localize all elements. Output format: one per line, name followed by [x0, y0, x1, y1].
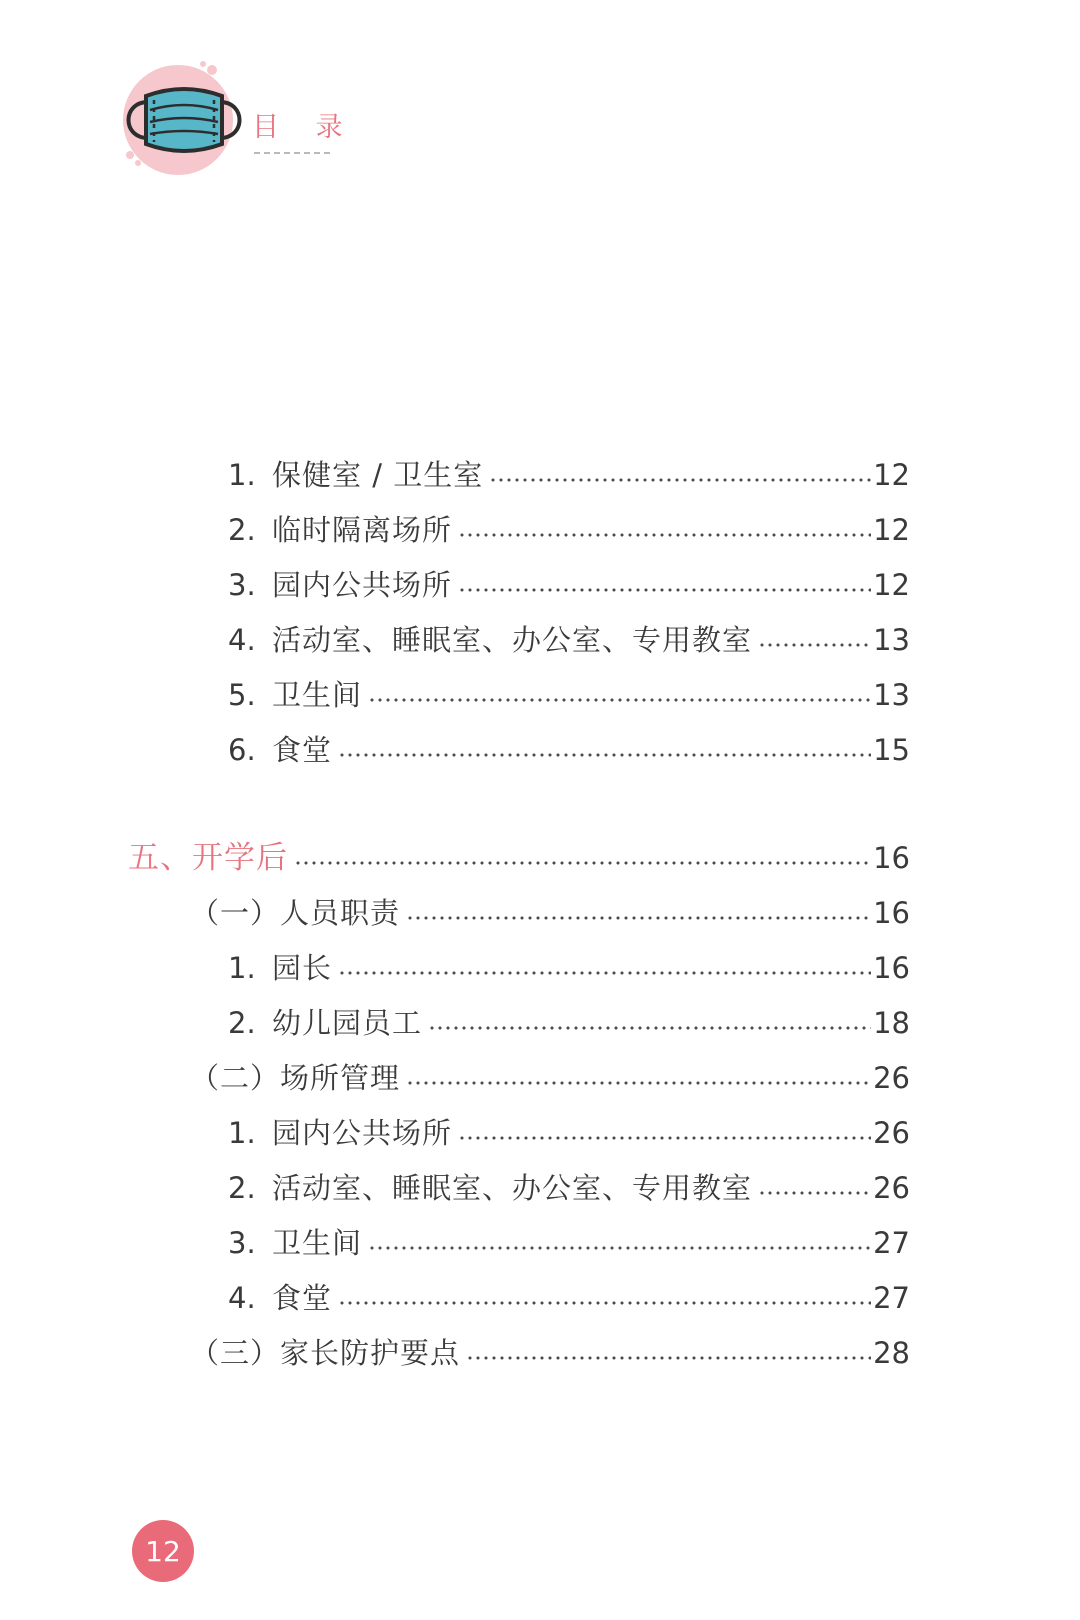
- toc-dot-leader: [368, 696, 871, 704]
- toc-entry-page: 16: [873, 951, 910, 985]
- toc-entry-page: 26: [873, 1061, 910, 1095]
- toc-entry[interactable]: [228, 1003, 910, 1043]
- toc-entry-page: 12: [873, 568, 910, 602]
- toc-entry[interactable]: [190, 1333, 910, 1373]
- toc-entry[interactable]: [190, 893, 910, 933]
- toc-entry-page: 16: [873, 896, 910, 930]
- toc-dot-leader: [489, 476, 871, 484]
- toc-entry-page: 18: [873, 1006, 910, 1040]
- toc-entry[interactable]: [228, 675, 910, 715]
- toc-entry[interactable]: [228, 455, 910, 495]
- toc-entry-number: 3.: [228, 568, 256, 602]
- toc-entry[interactable]: [128, 838, 910, 878]
- toc-entry-number: 4.: [228, 1281, 256, 1315]
- toc-entry[interactable]: [228, 620, 910, 660]
- toc-entry-number: 2.: [228, 1006, 256, 1040]
- toc-entry-page: 16: [873, 841, 910, 875]
- toc-entry-label: 卫生间: [272, 678, 363, 712]
- page-title: 目 录: [252, 112, 357, 143]
- toc-entry-page: 12: [873, 458, 910, 492]
- toc-entry[interactable]: [228, 1223, 910, 1263]
- toc-entry[interactable]: [190, 1058, 910, 1098]
- toc-entry-number: 4.: [228, 623, 256, 657]
- toc-entry[interactable]: [228, 948, 910, 988]
- toc-entry[interactable]: [228, 565, 910, 605]
- toc-dot-leader: [458, 531, 871, 539]
- toc-entry-label: 保健室 / 卫生室: [272, 458, 484, 492]
- toc-entry-label: （一）人员职责: [190, 896, 401, 930]
- toc-entry-label: 五、开学后: [128, 840, 288, 876]
- toc-dot-leader: [368, 1244, 871, 1252]
- toc-entry-page: 27: [873, 1226, 910, 1260]
- toc-entry-page: 26: [873, 1116, 910, 1150]
- toc-entry-label: 园长: [272, 951, 333, 985]
- toc-entry-label: 活动室、睡眠室、办公室、专用教室: [272, 623, 753, 657]
- toc-entry-label: 园内公共场所: [272, 568, 453, 602]
- toc-entry-number: 6.: [228, 733, 256, 767]
- toc-entry-number: 1.: [228, 458, 256, 492]
- toc-dot-leader: [758, 1189, 871, 1197]
- toc-dot-leader: [338, 969, 871, 977]
- toc-entry-label: （三）家长防护要点: [190, 1336, 461, 1370]
- toc-entry-number: 5.: [228, 678, 256, 712]
- toc-dot-leader: [406, 914, 871, 922]
- toc-dot-leader: [406, 1079, 871, 1087]
- toc-entry-label: 卫生间: [272, 1226, 363, 1260]
- toc-entry[interactable]: [228, 730, 910, 770]
- toc-dot-leader: [458, 1134, 871, 1142]
- toc-entry-number: 3.: [228, 1226, 256, 1260]
- toc-entry-page: 28: [873, 1336, 910, 1370]
- toc-entry-label: 食堂: [272, 1281, 333, 1315]
- toc-dot-leader: [466, 1354, 871, 1362]
- toc-dot-leader: [458, 586, 871, 594]
- toc-entry-page: 13: [873, 623, 910, 657]
- toc-entry-number: 2.: [228, 513, 256, 547]
- toc-entry-label: 食堂: [272, 733, 333, 767]
- toc-entry[interactable]: [228, 510, 910, 550]
- toc-entry[interactable]: [228, 1278, 910, 1318]
- toc-entry[interactable]: [228, 1113, 910, 1153]
- toc-entry-label: 幼儿园员工: [272, 1006, 423, 1040]
- toc-entry[interactable]: [228, 1168, 910, 1208]
- toc-dot-leader: [338, 751, 871, 759]
- toc-entry-page: 27: [873, 1281, 910, 1315]
- toc-entry-number: 1.: [228, 951, 256, 985]
- toc-entry-page: 13: [873, 678, 910, 712]
- toc-entry-page: 15: [873, 733, 910, 767]
- toc-entry-label: 活动室、睡眠室、办公室、专用教室: [272, 1171, 753, 1205]
- toc-entry-page: 26: [873, 1171, 910, 1205]
- toc-entry-label: 园内公共场所: [272, 1116, 453, 1150]
- toc-entry-label: 临时隔离场所: [272, 513, 453, 547]
- toc-dot-leader: [428, 1024, 871, 1032]
- toc-dot-leader: [294, 859, 871, 867]
- page-number-badge: 12: [132, 1520, 194, 1582]
- toc-entry-number: 1.: [228, 1116, 256, 1150]
- toc-entry-page: 12: [873, 513, 910, 547]
- toc-entry-label: （二）场所管理: [190, 1061, 401, 1095]
- toc-dot-leader: [338, 1299, 871, 1307]
- toc-entry-number: 2.: [228, 1171, 256, 1205]
- toc-dot-leader: [758, 641, 871, 649]
